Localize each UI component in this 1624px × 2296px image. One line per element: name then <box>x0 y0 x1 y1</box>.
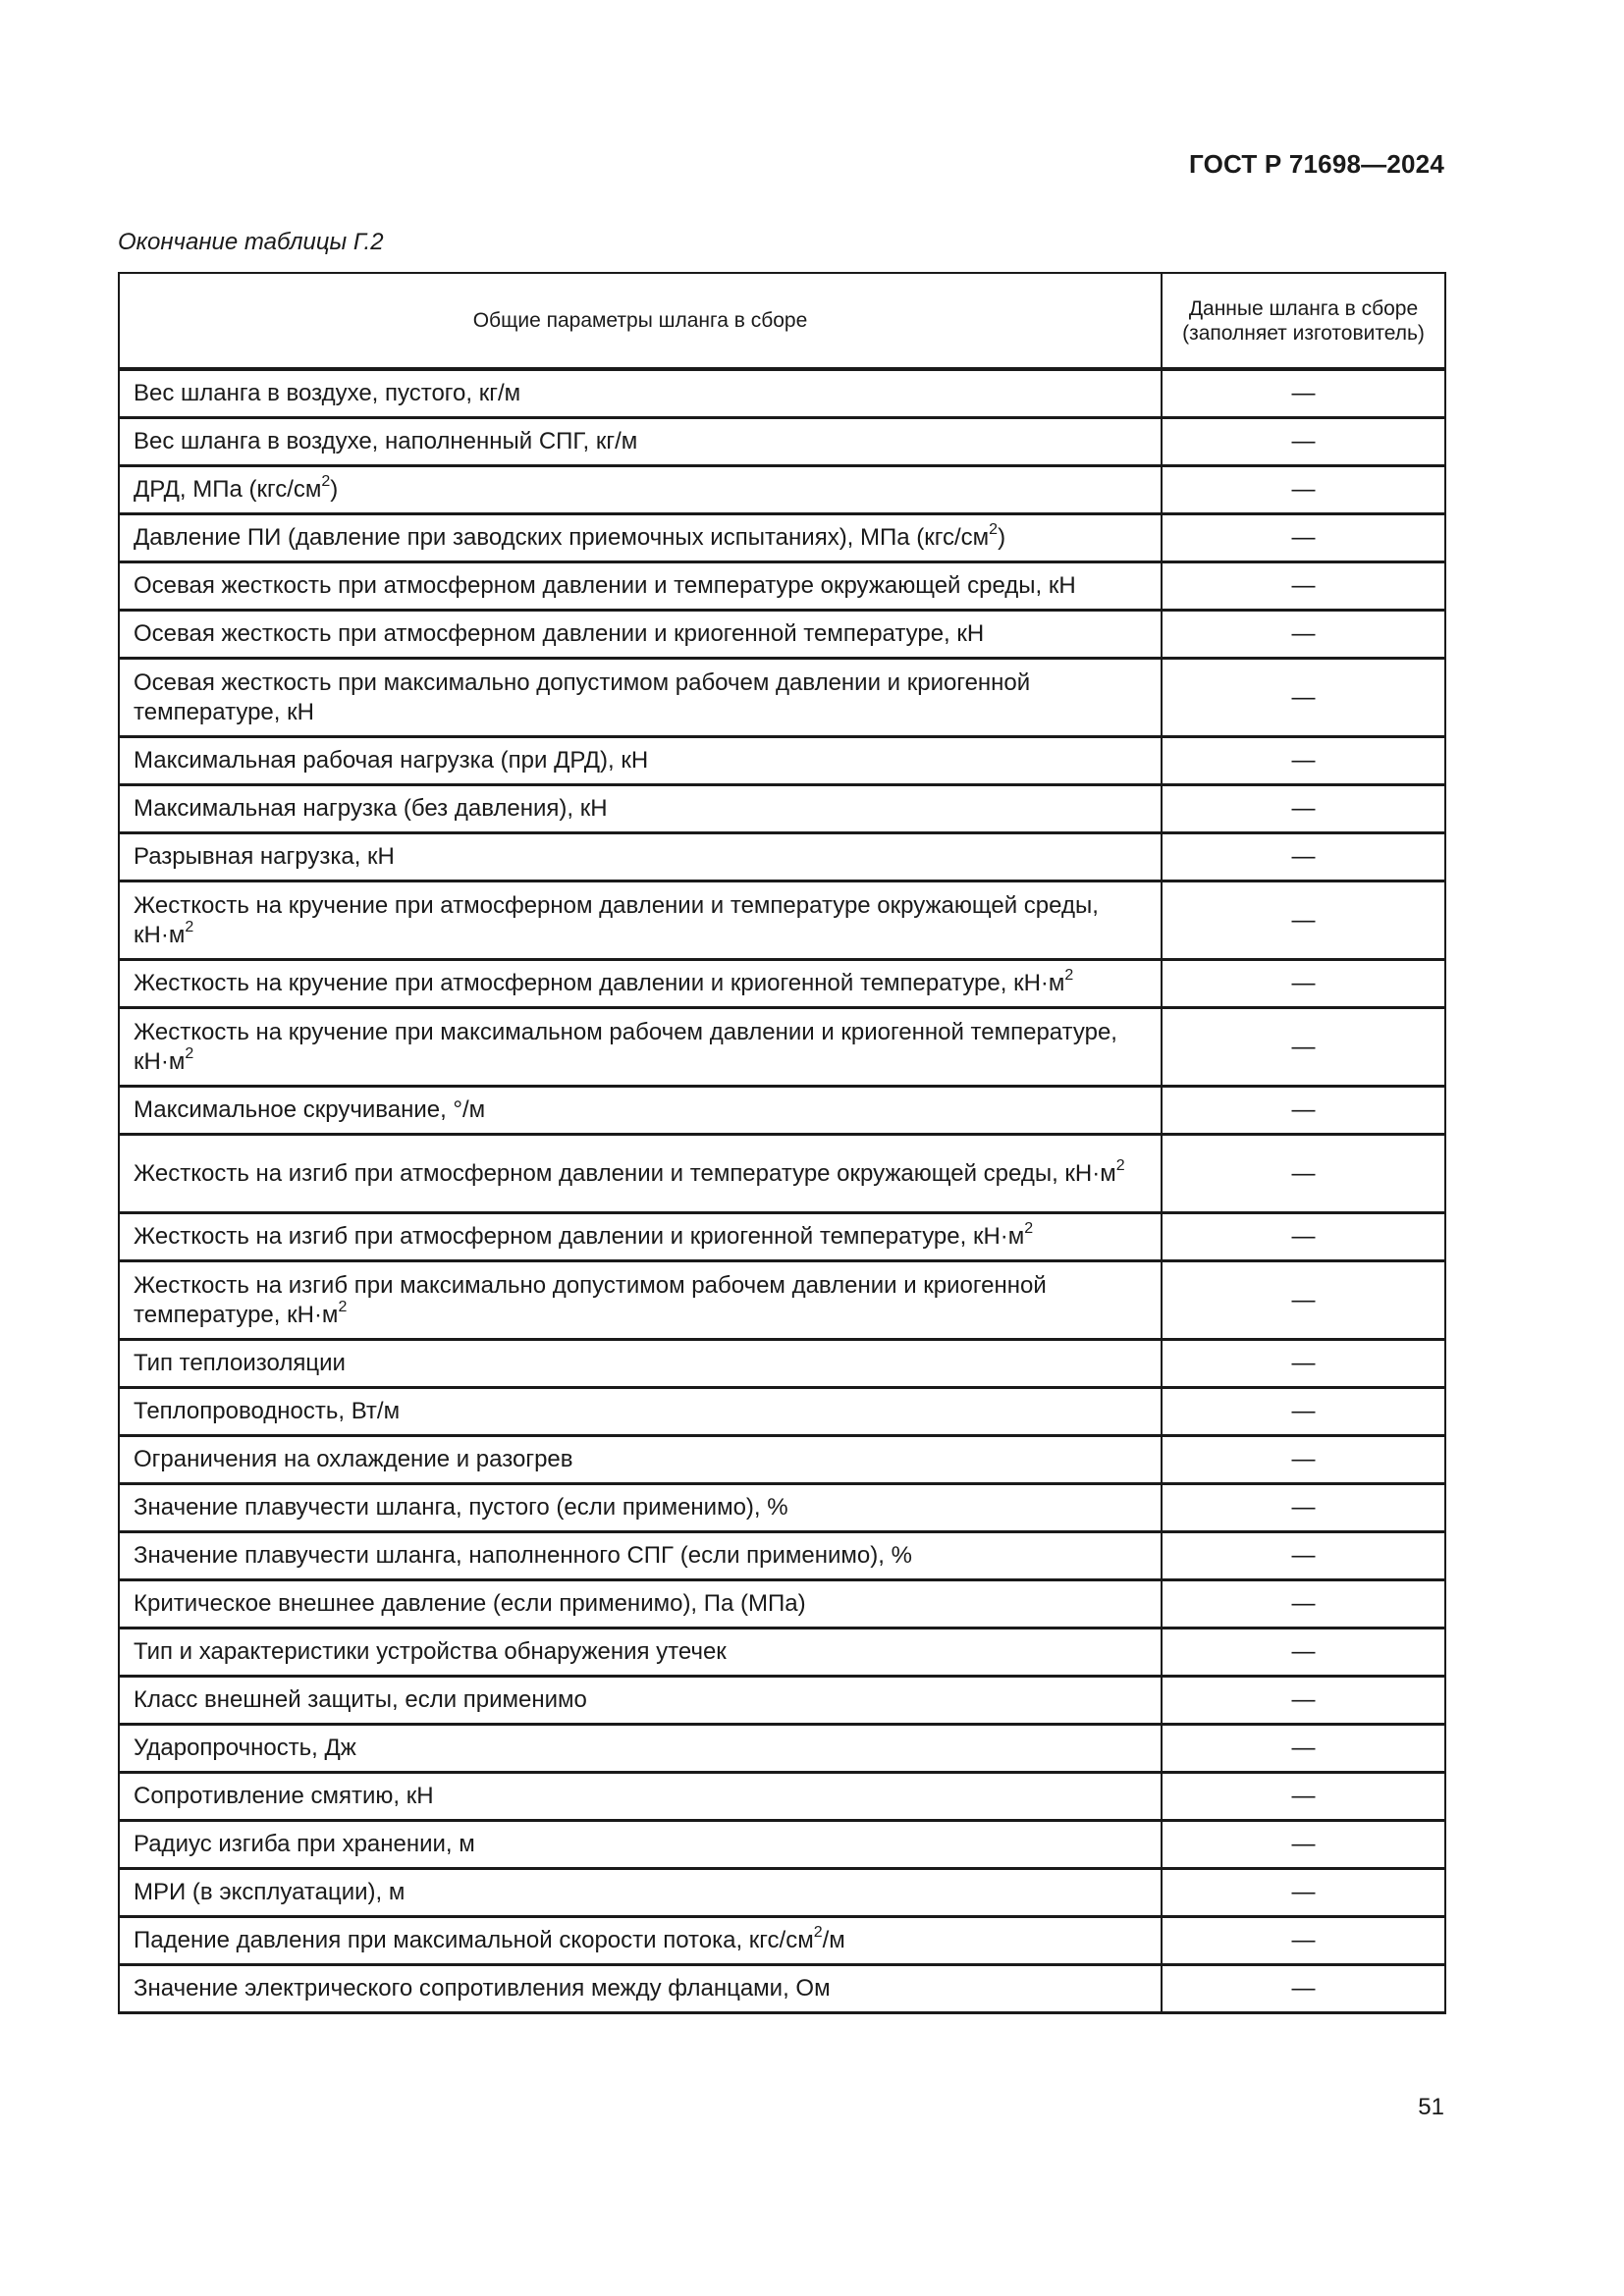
parameter-cell <box>119 737 1162 785</box>
table-row <box>119 1087 1445 1135</box>
parameter-cell <box>119 1532 1162 1580</box>
table-row <box>119 562 1445 611</box>
parameter-text: МРИ (в эксплуатации), м <box>134 1879 406 1905</box>
parameter-text: Разрывная нагрузка, кН <box>134 843 395 870</box>
parameter-text: Вес шланга в воздухе, пустого, кг/м <box>134 380 521 406</box>
unit-exponent: 2 <box>338 1298 348 1315</box>
value-cell: — <box>1162 960 1445 1008</box>
table-row <box>119 1725 1445 1773</box>
parameter-cell <box>119 1087 1162 1135</box>
parameter-text: ДРД, МПа (кгс/см <box>134 476 322 503</box>
value-cell: — <box>1162 1677 1445 1725</box>
table-row <box>119 1261 1445 1340</box>
parameter-cell <box>119 1965 1162 2013</box>
parameter-text: Вес шланга в воздухе, наполненный СПГ, кг/м <box>134 428 638 454</box>
parameter-text: Ограничения на охлаждение и разогрев <box>134 1446 573 1472</box>
value-cell: — <box>1162 466 1445 514</box>
value-cell: — <box>1162 833 1445 881</box>
table-row <box>119 369 1445 418</box>
parameters-table <box>118 272 1446 2014</box>
parameter-cell <box>119 1917 1162 1965</box>
parameter-cell <box>119 1484 1162 1532</box>
parameter-text: Максимальная нагрузка (без давления), кН <box>134 795 608 822</box>
column-header-manufacturer-data: Данные шланга в сборе (заполняет изготовитель) <box>1162 273 1445 369</box>
parameter-text: Радиус изгиба при хранении, м <box>134 1831 475 1857</box>
parameter-text: Осевая жесткость при атмосферном давлении и температуре окружающей среды, кН <box>134 572 1076 599</box>
parameter-cell <box>119 960 1162 1008</box>
parameter-cell <box>119 1213 1162 1261</box>
table-row <box>119 1869 1445 1917</box>
table-body <box>119 369 1445 2013</box>
document-standard-code: ГОСТ Р 71698—2024 <box>1189 149 1444 179</box>
parameter-text: Теплопроводность, Вт/м <box>134 1398 401 1424</box>
unit-exponent: 2 <box>185 1044 194 1062</box>
value-cell: — <box>1162 1008 1445 1087</box>
value-cell: — <box>1162 1965 1445 2013</box>
parameter-text: Жесткость на кручение при атмосферном давлении и температуре окружающей среды, кН·м <box>134 891 1099 948</box>
parameter-text: Осевая жесткость при атмосферном давлении и криогенной температуре, кН <box>134 620 985 647</box>
parameter-cell <box>119 1436 1162 1484</box>
unit-exponent: 2 <box>989 521 999 538</box>
parameter-text: Жесткость на изгиб при атмосферном давлении и температуре окружающей среды, кН·м <box>134 1159 1116 1187</box>
value-cell: — <box>1162 418 1445 466</box>
column-header-parameters: Общие параметры шланга в сборе <box>119 273 1162 369</box>
table-row <box>119 1484 1445 1532</box>
parameter-cell <box>119 514 1162 562</box>
table-row <box>119 737 1445 785</box>
value-cell: — <box>1162 562 1445 611</box>
value-cell: — <box>1162 1087 1445 1135</box>
value-cell: — <box>1162 1629 1445 1677</box>
parameter-cell <box>119 833 1162 881</box>
value-cell: — <box>1162 1261 1445 1340</box>
table-row <box>119 466 1445 514</box>
parameter-cell <box>119 1008 1162 1087</box>
value-cell: — <box>1162 1869 1445 1917</box>
value-cell: — <box>1162 611 1445 659</box>
value-cell: — <box>1162 881 1445 960</box>
parameter-text: Критическое внешнее давление (если применимо), Па (МПа) <box>134 1590 806 1617</box>
parameter-text: Ударопрочность, Дж <box>134 1735 356 1761</box>
table-row <box>119 1532 1445 1580</box>
value-cell: — <box>1162 369 1445 418</box>
parameter-cell <box>119 1725 1162 1773</box>
value-cell: — <box>1162 514 1445 562</box>
unit-exponent: 2 <box>1064 967 1074 984</box>
parameter-text-tail: ) <box>330 476 339 503</box>
parameter-cell <box>119 1340 1162 1388</box>
parameter-cell <box>119 1388 1162 1436</box>
parameter-text: Тип теплоизоляции <box>134 1350 346 1376</box>
parameter-cell <box>119 1821 1162 1869</box>
value-cell: — <box>1162 1580 1445 1629</box>
parameter-text: Тип и характеристики устройства обнаружения утечек <box>134 1638 727 1665</box>
table-row <box>119 1677 1445 1725</box>
parameter-text: Жесткость на кручение при максимальном рабочем давлении и криогенной температуре, кН·м <box>134 1018 1117 1075</box>
parameter-text: Жесткость на изгиб при максимально допустимом рабочем давлении и криогенной температуре, кН·м <box>134 1271 1047 1328</box>
table-row <box>119 1135 1445 1213</box>
unit-exponent: 2 <box>321 473 331 490</box>
unit-exponent: 2 <box>813 1924 823 1941</box>
parameter-text: Жесткость на изгиб при атмосферном давлении и криогенной температуре, кН·м <box>134 1223 1025 1250</box>
table-row <box>119 785 1445 833</box>
parameter-cell <box>119 562 1162 611</box>
table-row <box>119 960 1445 1008</box>
page-number: 51 <box>1418 2094 1444 2120</box>
table-row <box>119 1580 1445 1629</box>
table-row <box>119 1965 1445 2013</box>
parameter-cell <box>119 611 1162 659</box>
table-row <box>119 1917 1445 1965</box>
parameter-text: Сопротивление смятию, кН <box>134 1783 434 1809</box>
parameter-cell <box>119 785 1162 833</box>
table-row <box>119 659 1445 737</box>
parameter-cell <box>119 1773 1162 1821</box>
table-row <box>119 1340 1445 1388</box>
value-cell: — <box>1162 737 1445 785</box>
value-cell: — <box>1162 1821 1445 1869</box>
parameter-cell <box>119 659 1162 737</box>
value-cell: — <box>1162 1484 1445 1532</box>
table-row <box>119 1773 1445 1821</box>
table-row <box>119 1213 1445 1261</box>
parameter-text: Значение плавучести шланга, пустого (если применимо), % <box>134 1494 788 1521</box>
parameter-text-tail: ) <box>998 524 1006 551</box>
table-row <box>119 514 1445 562</box>
parameter-text: Осевая жесткость при максимально допустимом рабочем давлении и криогенной температуре, кН <box>134 668 1031 725</box>
parameter-text: Жесткость на кручение при атмосферном давлении и криогенной температуре, кН·м <box>134 970 1065 996</box>
parameter-cell <box>119 1869 1162 1917</box>
table-row <box>119 1436 1445 1484</box>
table-row <box>119 611 1445 659</box>
parameter-text-tail: /м <box>822 1927 845 1953</box>
parameter-cell <box>119 1580 1162 1629</box>
value-cell: — <box>1162 1213 1445 1261</box>
parameter-cell <box>119 466 1162 514</box>
parameter-text: Значение плавучести шланга, наполненного СПГ (если применимо), % <box>134 1542 912 1569</box>
parameter-cell <box>119 369 1162 418</box>
value-cell: — <box>1162 1917 1445 1965</box>
value-cell: — <box>1162 1532 1445 1580</box>
parameter-cell <box>119 418 1162 466</box>
value-cell: — <box>1162 785 1445 833</box>
table-row <box>119 881 1445 960</box>
table-row <box>119 1008 1445 1087</box>
table-header-row <box>119 273 1445 369</box>
unit-exponent: 2 <box>1115 1156 1125 1174</box>
table-row <box>119 833 1445 881</box>
table-row <box>119 1388 1445 1436</box>
table-row <box>119 1821 1445 1869</box>
value-cell: — <box>1162 1725 1445 1773</box>
value-cell: — <box>1162 659 1445 737</box>
value-cell: — <box>1162 1388 1445 1436</box>
value-cell: — <box>1162 1773 1445 1821</box>
parameter-text: Значение электрического сопротивления между фланцами, Ом <box>134 1975 831 2002</box>
value-cell: — <box>1162 1340 1445 1388</box>
parameter-cell <box>119 1677 1162 1725</box>
parameter-text: Класс внешней защиты, если применимо <box>134 1686 587 1713</box>
parameter-cell <box>119 1261 1162 1340</box>
parameter-cell <box>119 881 1162 960</box>
value-cell: — <box>1162 1135 1445 1213</box>
parameter-cell <box>119 1629 1162 1677</box>
value-cell: — <box>1162 1436 1445 1484</box>
parameter-cell <box>119 1135 1162 1213</box>
table-caption: Окончание таблицы Г.2 <box>118 229 384 255</box>
parameter-text: Максимальная рабочая нагрузка (при ДРД), кН <box>134 747 649 774</box>
unit-exponent: 2 <box>1024 1220 1034 1237</box>
unit-exponent: 2 <box>185 918 194 935</box>
parameter-text: Давление ПИ (давление при заводских приемочных испытаниях), МПа (кгс/см <box>134 524 990 551</box>
table-row <box>119 1629 1445 1677</box>
table-row <box>119 418 1445 466</box>
parameter-text: Максимальное скручивание, °/м <box>134 1096 486 1123</box>
parameter-text: Падение давления при максимальной скорости потока, кгс/см <box>134 1927 814 1953</box>
